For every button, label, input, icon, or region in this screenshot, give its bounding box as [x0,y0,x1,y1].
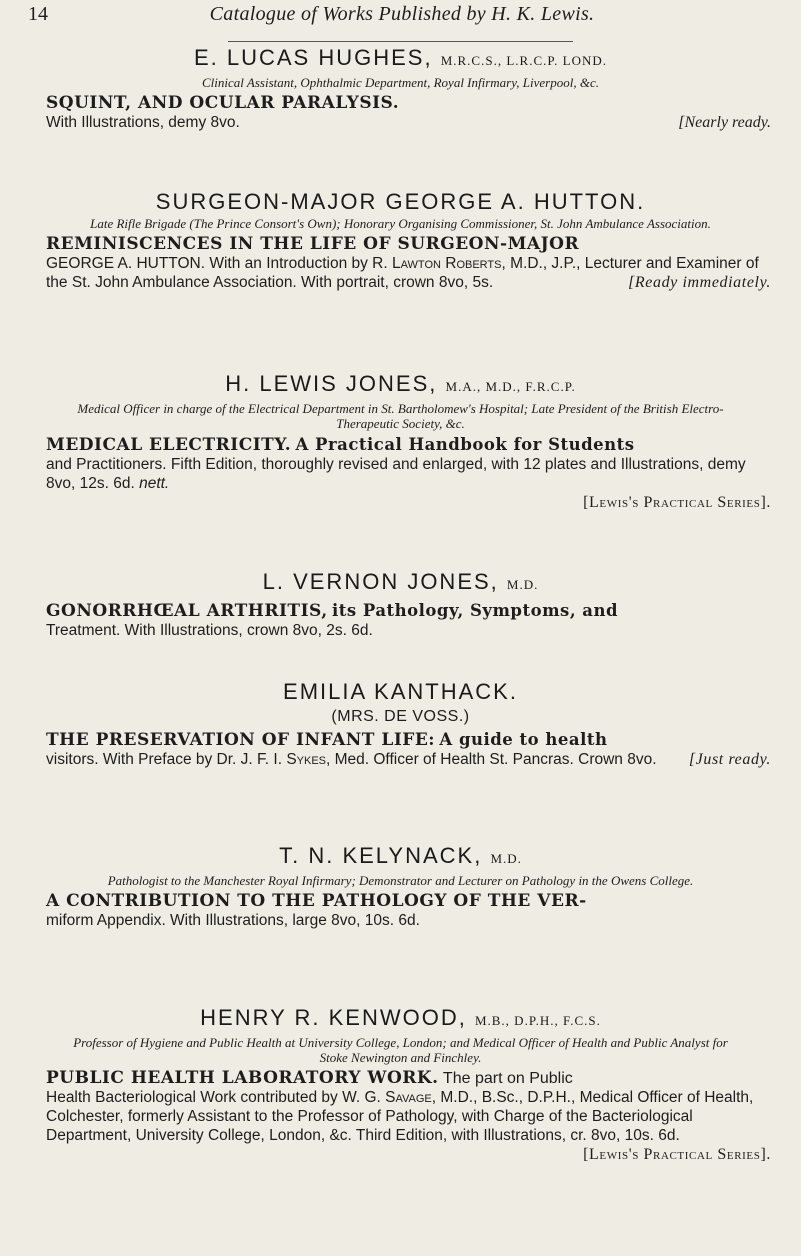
catalogue-entry [0,1006,801,1164]
author-description: Medical Officer in charge of the Electrical Department in St. Bartholomew's Hospital; Late President of the British Electro-Therapeutic Society, &c. [77,401,724,431]
contributor-name: Sykes [286,751,326,768]
catalogue-entry [0,372,801,512]
availability-status: [Nearly ready. [678,114,771,131]
catalogue-entry [0,46,801,132]
nett-note: nett. [139,475,170,492]
series-note: [Lewis's Practical Series]. [583,1146,771,1163]
author-description: Clinical Assistant, Ophthalmic Department, Royal Infirmary, Liverpool, &c. [202,75,599,90]
author-degrees: M.A., M.D., F.R.C.P. [445,379,576,394]
book-subtitle: A Practical Handbook for Students [295,435,635,454]
details-text: , Med. Officer of Health St. Pancras. Crown 8vo. [326,751,657,768]
details-text: , M.D., J.P., Lecturer and Examiner of the St. John Ambulance Association. With portrait, crown 8vo, 5s. [46,255,759,291]
book-details-line [46,113,771,132]
author-name: E. LUCAS HUGHES, [193,45,433,70]
book-listing [46,601,771,640]
author-line [0,1006,801,1033]
book-title: GONORRHŒAL ARTHRITIS, [46,601,328,621]
book-title: MEDICAL ELECTRICITY. [46,435,292,455]
author-name: T. N. KELYNACK, [279,843,483,868]
author-name: H. LEWIS JONES, [225,371,438,396]
details-text: , M.D., B.Sc., D.P.H., Medical Officer of Health, Colchester, formerly Assistant to the Professor of Pathology, with Charge of the Bacteriological Department, University College, London, &c. Third Edition, with Illustrations, cr. 8vo, 10s. 6d. [46,1089,754,1144]
contributor-name: Savage [385,1089,432,1106]
book-title: PUBLIC HEALTH LABORATORY WORK. [46,1068,439,1088]
contributor-name: Lawton Roberts [392,255,502,272]
author-line [0,46,801,73]
book-listing [46,1069,771,1164]
book-listing [46,94,771,132]
author-line [0,570,801,597]
book-listing [46,892,771,930]
book-title: SQUINT, AND OCULAR PARALYSIS. [46,93,400,113]
book-title: THE PRESERVATION OF INFANT LIFE: [46,730,436,750]
author-line [0,190,801,214]
details-text: visitors. With Preface by Dr. J. F. I. [46,751,287,768]
series-note: [Lewis's Practical Series]. [583,494,771,511]
availability-status: [Ready immediately. [628,274,771,291]
book-details: With Illustrations, demy 8vo. [46,114,240,131]
book-details: Treatment. With Illustrations, crown 8vo, 2s. 6d. [46,622,373,639]
page-header [22,3,782,27]
availability-status: [Just ready. [688,751,771,768]
author-degrees: M.B., D.P.H., F.C.S. [474,1013,601,1028]
running-title: Catalogue of Works Published by H. K. Lewis. [209,3,595,25]
book-subtitle: its Pathology, Symptoms, and [331,601,619,620]
details-text: and Practitioners. Fifth Edition, thoroughly revised and enlarged, with 12 plates and Illustrations, demy 8vo, 12s. 6d. [46,456,746,492]
book-subtitle: The part on Public [442,1070,573,1087]
details-text: Health Bacteriological Work contributed by W. G. [46,1089,386,1106]
catalogue-entry [0,844,801,930]
author-description: Professor of Hygiene and Public Health at University College, London; and Medical Officer of Health and Public Analyst for Stoke Newington and Finchley. [73,1035,728,1065]
book-listing [46,435,771,512]
author-degrees: M.D. [490,851,522,866]
catalogue-entry [0,570,801,640]
author-name: HENRY R. KENWOOD, [200,1005,467,1030]
author-alias: (MRS. DE VOSS.) [331,708,470,725]
author-name: SURGEON-MAJOR GEORGE A. HUTTON. [155,189,646,214]
book-listing [46,730,771,769]
author-name: L. VERNON JONES, [262,569,499,594]
author-description: Pathologist to the Manchester Royal Infirmary; Demonstrator and Lecturer on Pathology in the Owens College. [107,873,694,888]
book-subtitle: A guide to health [439,730,608,749]
book-details [46,1088,771,1145]
author-line [0,680,801,704]
author-degrees: M.R.C.S., L.R.C.P. LOND. [440,53,608,68]
catalogue-entry [0,190,801,292]
author-name: EMILIA KANTHACK. [283,679,518,704]
book-details: miform Appendix. With Illustrations, large 8vo, 10s. 6d. [46,912,420,929]
catalogue-entry [0,680,801,769]
page-number: 14 [28,3,48,25]
author-line [0,844,801,871]
book-title: REMINISCENCES IN THE LIFE OF SURGEON-MAJOR [46,234,580,254]
book-title: A CONTRIBUTION TO THE PATHOLOGY OF THE VER- [46,891,587,911]
author-degrees: M.D. [506,577,539,592]
author-line [0,372,801,399]
author-description: Late Rifle Brigade (The Prince Consort's Own); Honorary Organising Commissioner, St. John Ambulance Association. [90,216,711,231]
book-listing [46,235,771,292]
book-details [46,455,771,493]
details-text: GEORGE A. HUTTON. With an Introduction by R. [46,255,392,272]
header-rule [228,41,573,42]
